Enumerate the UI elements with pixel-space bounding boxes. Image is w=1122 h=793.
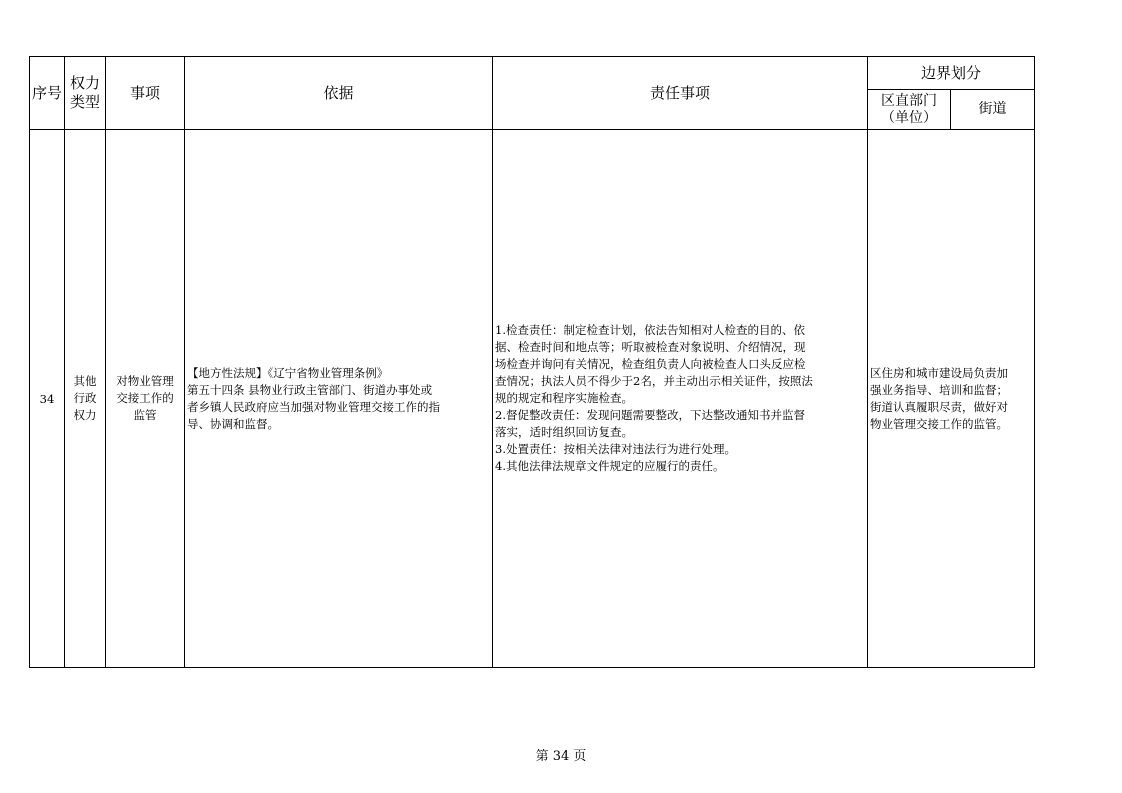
page-number: 第 34 页 xyxy=(535,749,587,764)
responsibility-cell: 1.检查责任：制定检查计划，依法告知相对人检查的目的、依 据、检查时间和地点等；听取被检查对象说明、介绍情况，现 场检查并询问有关情况，检查组负责人向被检查人口头反应检 查情况；执法人员不得少于2名，并主动出示相关证件，按照法 规的规定和程序实施检查。 2.督促整改责任：发现问题需要整改，下达整改通知书并监督 落实，适时组织回访复查。 3.处置责任：按相关法律对违法行为进行处理。 4.其他法律法规章文件规定的应履行的责任。 xyxy=(493,130,868,668)
basis-cell: 【地方性法规】《辽宁省物业管理条例》 第五十四条 县物业行政主管部门、街道办事处或 者乡镇人民政府应当加强对物业管理交接工作的指 导、协调和监督。 xyxy=(185,130,493,668)
boundary-header: 边界划分 xyxy=(868,57,1035,90)
basis-header: 依据 xyxy=(185,57,493,130)
item-header: 事项 xyxy=(106,57,185,130)
power-list-table xyxy=(29,56,1035,668)
district-dept-header: 区直部门 （单位） xyxy=(868,90,951,130)
seq-header: 序号 xyxy=(30,57,65,130)
item-cell: 对物业管理 交接工作的 监管 xyxy=(106,130,185,668)
power-type-header: 权力 类型 xyxy=(65,57,106,130)
street-header: 街道 xyxy=(951,90,1035,130)
seq-cell: 34 xyxy=(30,130,65,668)
table-row xyxy=(30,130,1035,668)
boundary-cell: 区住房和城市建设局负责加 强业务指导、培训和监督； 街道认真履职尽责，做好对 物业管理交接工作的监管。 xyxy=(868,130,1035,668)
power-type-cell: 其他 行政 权力 xyxy=(65,130,106,668)
responsibility-header: 责任事项 xyxy=(493,57,868,130)
header-row-1 xyxy=(30,57,1035,90)
